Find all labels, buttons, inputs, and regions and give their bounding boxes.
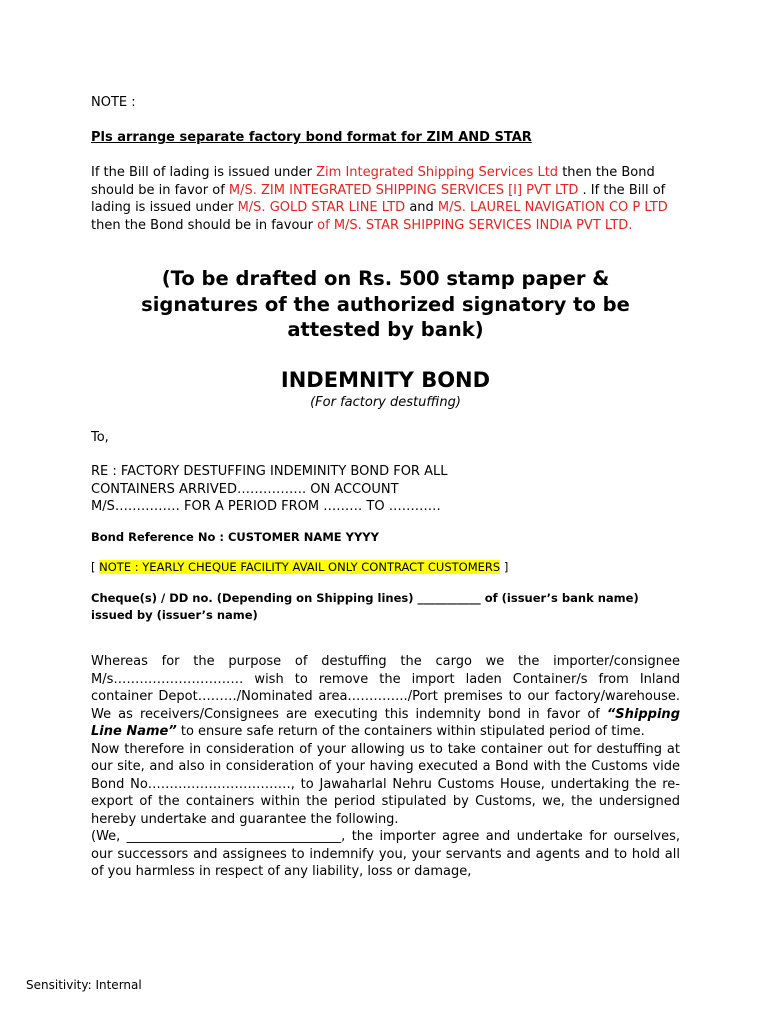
re-line-3: M/S…………… FOR A PERIOD FROM ……… TO …………	[91, 499, 441, 514]
bl-text-1: If the Bill of lading is issued under	[91, 165, 317, 180]
re-line-2: CONTAINERS ARRIVED……………. ON ACCOUNT	[91, 481, 399, 497]
body-text	[91, 653, 680, 881]
whereas-text-2: to ensure safe return of the containers within stipulated period of time.	[176, 724, 645, 739]
note-open-bracket: [	[91, 560, 100, 574]
note-label: NOTE :	[91, 95, 136, 110]
note-close-bracket: ]	[500, 560, 509, 574]
bl-gold-star: M/S. GOLD STAR LINE LTD	[237, 200, 406, 215]
bl-zim-name: Zim Integrated Shipping Services Ltd	[316, 165, 559, 180]
whereas-paragraph	[91, 653, 680, 741]
arrange-heading: Pls arrange separate factory bond format for ZIM AND STAR	[91, 130, 532, 145]
bill-of-lading-paragraph	[91, 164, 680, 234]
bl-zim-favor: M/S. ZIM INTEGRATED SHIPPING SERVICES [I] PVT LTD	[228, 182, 579, 198]
now-therefore-paragraph: Now therefore in consideration of your allowing us to take container out for destuffing at our site, and also in consideration of your having executed a Bond with the Customs vide Bond No……………………………, to Jawaharlal Nehru Customs House, undertaking the re-export of the containers within the period stipulated by Customs, we, the undersigned hereby undertake and guarantee the following.	[91, 741, 680, 827]
page-subtitle: (For factory destuffing)	[310, 395, 461, 410]
bond-reference: Bond Reference No : CUSTOMER NAME YYYY	[91, 530, 379, 544]
bl-text-5: then the Bond should be in favour	[91, 217, 318, 233]
re-block	[91, 463, 680, 516]
bl-text-4: and	[405, 200, 438, 215]
cheque-line: Cheque(s) / DD no. (Depending on Shipping lines) ___________ of (issuer’s bank name) issued by (issuer’s name)	[91, 591, 639, 622]
bl-laurel: M/S. LAUREL NAVIGATION CO P LTD	[437, 200, 668, 215]
whereas-text-1: Whereas for the purpose of destuffing the cargo we the importer/consignee M/s………………………… wish to remove the import laden Container/s from Inland container Depot………/Nominated area…………../Port premises to our factory/warehouse. We as receivers/Consignees are executing this indemnity bond in favor of	[91, 654, 680, 722]
to-line: To,	[91, 430, 109, 445]
bl-text-2: then the Bond should be in favor of	[91, 165, 655, 198]
we-paragraph: (We, _________________________________, the importer agree and undertake for ourselves, our successors and assignees to indemnify you, your servants and agents and to hold all of you harmless in respect of any liability, loss or damage,	[91, 829, 680, 879]
page-title: INDEMNITY BOND	[280, 368, 491, 392]
stamp-paper-heading: (To be drafted on Rs. 500 stamp paper & signatures of the authorized signatory to be attested by bank)	[141, 267, 630, 341]
cheque-facility-note	[91, 560, 680, 574]
highlighted-note: NOTE : YEARLY CHEQUE FACILITY AVAIL ONLY CONTRACT CUSTOMERS	[99, 560, 501, 574]
shipping-line-name: “Shipping Line Name”	[91, 706, 680, 739]
bl-text-3: . If the Bill of lading is issued under	[91, 182, 666, 215]
bl-star-favor: of M/S. STAR SHIPPING SERVICES INDIA PVT LTD.	[317, 217, 633, 233]
re-line-1: RE : FACTORY DESTUFFING INDEMINITY BOND FOR ALL	[91, 464, 448, 479]
footer-sensitivity: Sensitivity: Internal	[26, 978, 142, 992]
